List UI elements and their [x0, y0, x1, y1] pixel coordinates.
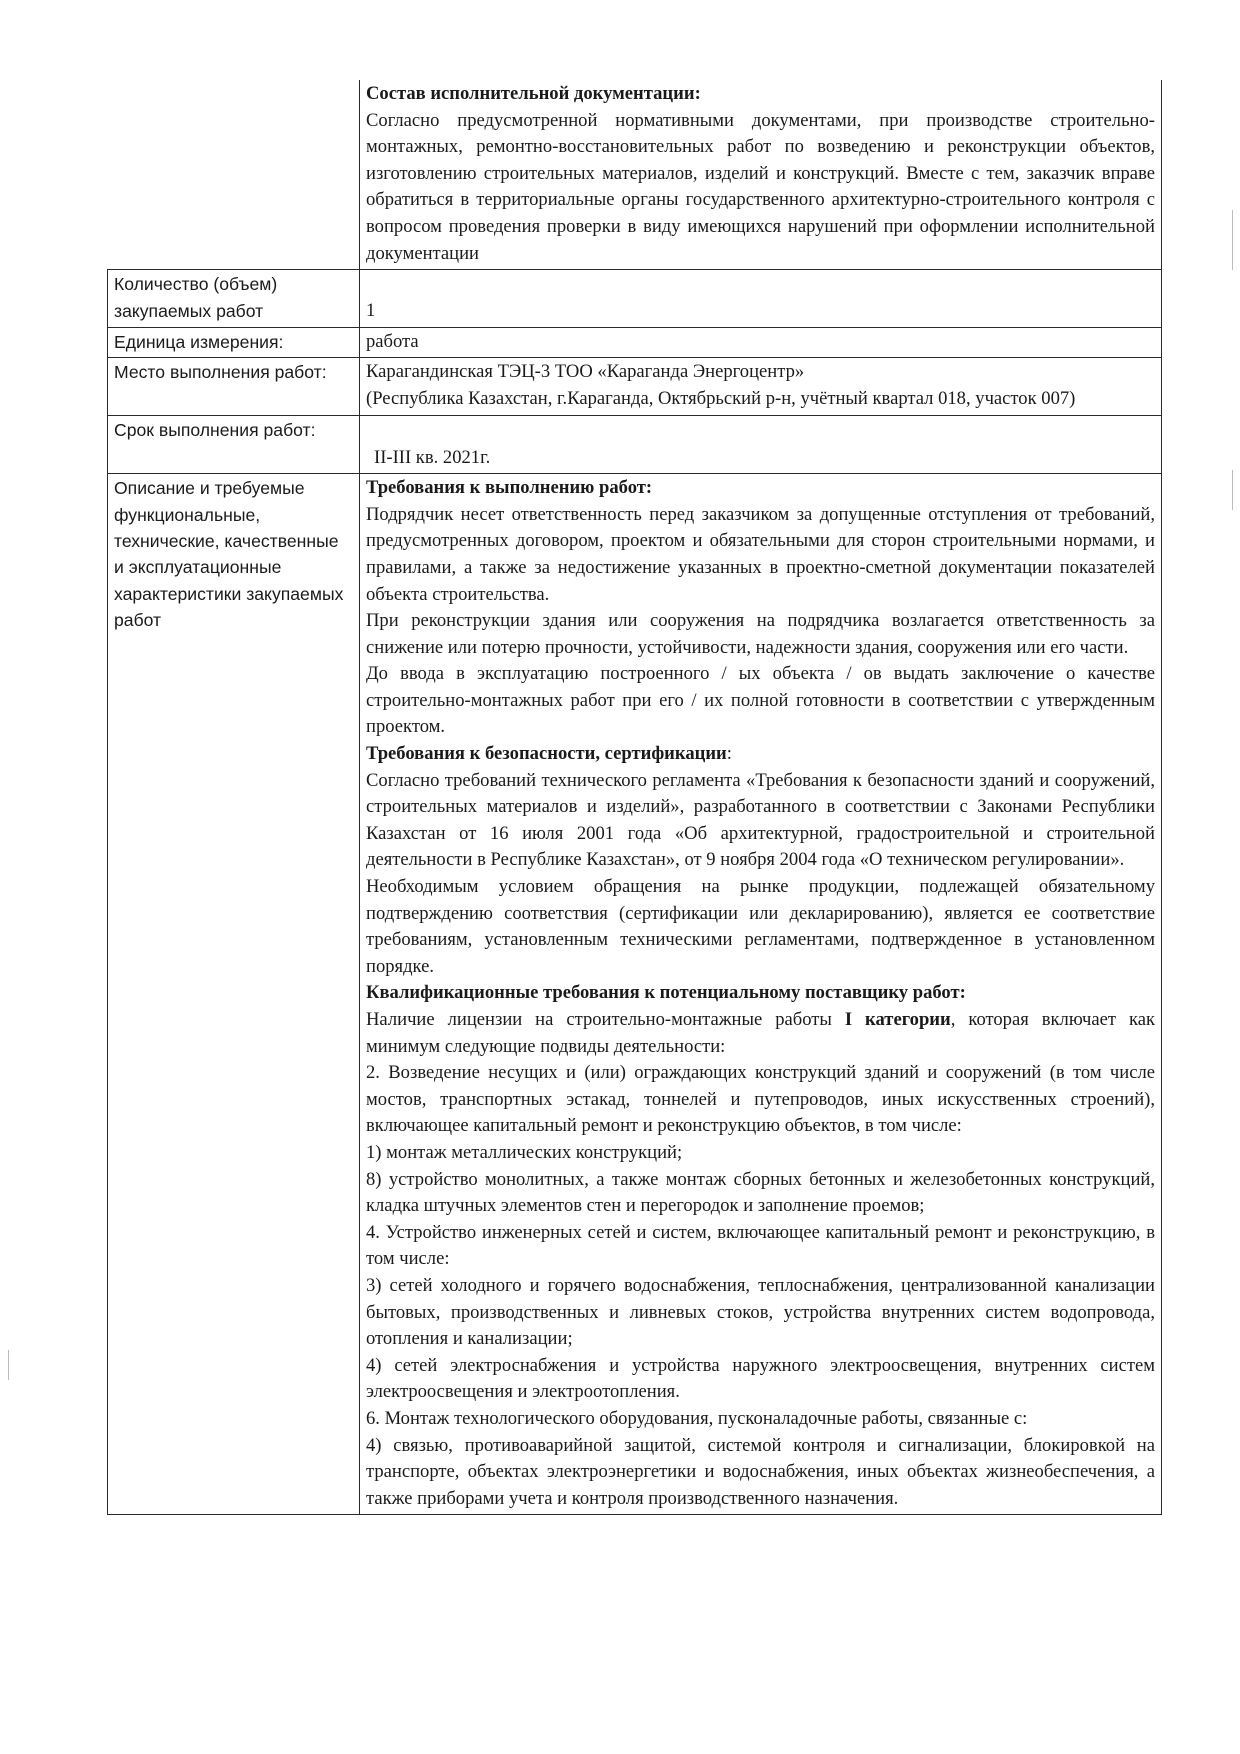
- place-line-2: (Республика Казахстан, г.Караганда, Октябрьский р-н, учётный квартал 018, участок 007): [366, 387, 1076, 409]
- scan-margin-mark: [1232, 210, 1233, 270]
- description-paragraph: При реконструкции здания или сооружения на подрядчика возлагается ответственность за снижение или потерю прочности, устойчивости, надежности здания, сооружения или его части.: [366, 610, 1155, 658]
- row-term-value-cell: [360, 415, 1162, 474]
- description-paragraph: 4) связью, противоаварийной защитой, системой контроля и сигнализации, блокировкой на транспорте, объектах электроэнергетики и водоснабжения, иных объектах жизнеобеспечения, а также приборами учета и контроля производственного назначения.: [366, 1434, 1155, 1509]
- scan-margin-mark: [1232, 470, 1233, 510]
- row-composition: [108, 80, 1162, 270]
- description-paragraph: 8) устройство монолитных, а также монтаж сборных бетонных и железобетонных конструкций, кладка штучных элементов стен и перегородок и заполнение проемов;: [366, 1168, 1155, 1217]
- row-description-value: [360, 474, 1162, 1515]
- description-paragraph: 1) монтаж металлических конструкций;: [366, 1141, 683, 1163]
- row-composition-label: [108, 80, 360, 270]
- row-composition-value: [360, 80, 1162, 270]
- license-category: I категории: [844, 1009, 951, 1030]
- row-place: [108, 358, 1162, 415]
- row-description-label: Описание и требуемые функциональные, технические, качественные и эксплуатационные характеристики закупаемых работ: [108, 474, 360, 1515]
- description-paragraph: 6. Монтаж технологического оборудования, пусконаладочные работы, связанные с:: [366, 1407, 1028, 1429]
- qualification-heading: Квалификационные требования к потенциальному поставщику работ:: [366, 982, 966, 1004]
- row-term: [108, 415, 1162, 474]
- safety-heading-colon: :: [726, 743, 732, 765]
- row-term-label: Срок выполнения работ:: [108, 415, 360, 474]
- license-text-end: , которая включает как минимум следующие подвиды деятельности:: [366, 1009, 1156, 1057]
- license-text-start: Наличие лицензии на строительно-монтажные работы: [366, 1009, 845, 1030]
- description-paragraph: До ввода в эксплуатацию построенного / ых объекта / ов выдать заключение о качестве строительно-монтажных работ при его / их полной готовности в соответствии с утвержденным проектом.: [366, 663, 1155, 738]
- scan-margin-mark: [8, 1350, 9, 1380]
- row-place-label: Место выполнения работ:: [108, 358, 360, 415]
- row-unit-label: Единица измерения:: [108, 327, 360, 358]
- composition-heading: Состав исполнительной документации:: [366, 83, 701, 104]
- row-description: [108, 474, 1162, 1515]
- row-term-value: II-III кв. 2021г.: [374, 446, 491, 468]
- row-unit-value: работа: [360, 327, 1162, 358]
- description-paragraph: 4) сетей электроснабжения и устройства наружного электроосвещения, внутренних систем электроосвещения и электроотопления.: [366, 1354, 1155, 1403]
- license-paragraph: [366, 1007, 1155, 1060]
- row-quantity: [108, 270, 1162, 328]
- row-quantity-value-cell: [360, 270, 1162, 328]
- safety-heading: Требования к безопасности, сертификации: [366, 743, 727, 765]
- row-quantity-label: Количество (объем) закупаемых работ: [108, 270, 360, 328]
- description-paragraph: Подрядчик несет ответственность перед заказчиком за допущенные отступления от требований, предусмотренных договором, проектом и обязательными для сторон строительными нормами, и правилами, а также за недостижение указанных в проектно-сметной документации показателей объекта строительства.: [366, 503, 1155, 605]
- row-unit: [108, 327, 1162, 358]
- description-paragraph: 4. Устройство инженерных сетей и систем, включающее капитальный ремонт и реконструкцию, в том числе:: [366, 1221, 1155, 1270]
- works-requirements-heading: Требования к выполнению работ:: [366, 477, 653, 499]
- safety-heading-line: [366, 741, 1155, 768]
- description-paragraph: 2. Возведение несущих и (или) ограждающих конструкций зданий и сооружений (в том числе мостов, транспортных эстакад, тоннелей и путепроводов, иных искусственных строений), включающее капитальный ремонт и реконструкцию объектов, в том числе:: [366, 1062, 1155, 1137]
- description-paragraph: 3) сетей холодного и горячего водоснабжения, теплоснабжения, централизованной канализации бытовых, производственных и ливневых стоков, устройства внутренних систем водопровода, отопления и канализации;: [366, 1274, 1155, 1350]
- row-quantity-value: 1: [366, 300, 376, 322]
- description-paragraph: Согласно требований технического регламента «Требования к безопасности зданий и сооружений, строительных материалов и изделий», разработанного в соответствии с Законами Республики Казахстан от 16 июля 2001 года «Об архитектурной, градостроительной и строительной деятельности в Республике Казахстан», от 9 ноября 2004 года «О техническом регулировании».: [366, 769, 1155, 871]
- specification-table: [107, 80, 1162, 1515]
- composition-text: Согласно предусмотренной нормативными документами, при производстве строительно-монтажных, ремонтно-восстановительных работ по возведению и реконструкции объектов, изготовлению строительных материалов, изделий и конструкций. Вместе с тем, заказчик вправе обратиться в территориальные органы государственного архитектурно-строительного контроля с вопросом проведения проверки в виду имеющихся нарушений при оформлении исполнительной документации: [366, 109, 1155, 264]
- description-paragraph: Необходимым условием обращения на рынке продукции, подлежащей обязательному подтверждению соответствия (сертификации или декларированию), является ее соответствие требованиям, установленным техническими регламентами, подтвержденное в установленном порядке.: [366, 876, 1155, 977]
- row-place-value: [360, 358, 1162, 415]
- place-line-1: Карагандинская ТЭЦ-3 ТОО «Караганда Энергоцентр»: [366, 361, 805, 383]
